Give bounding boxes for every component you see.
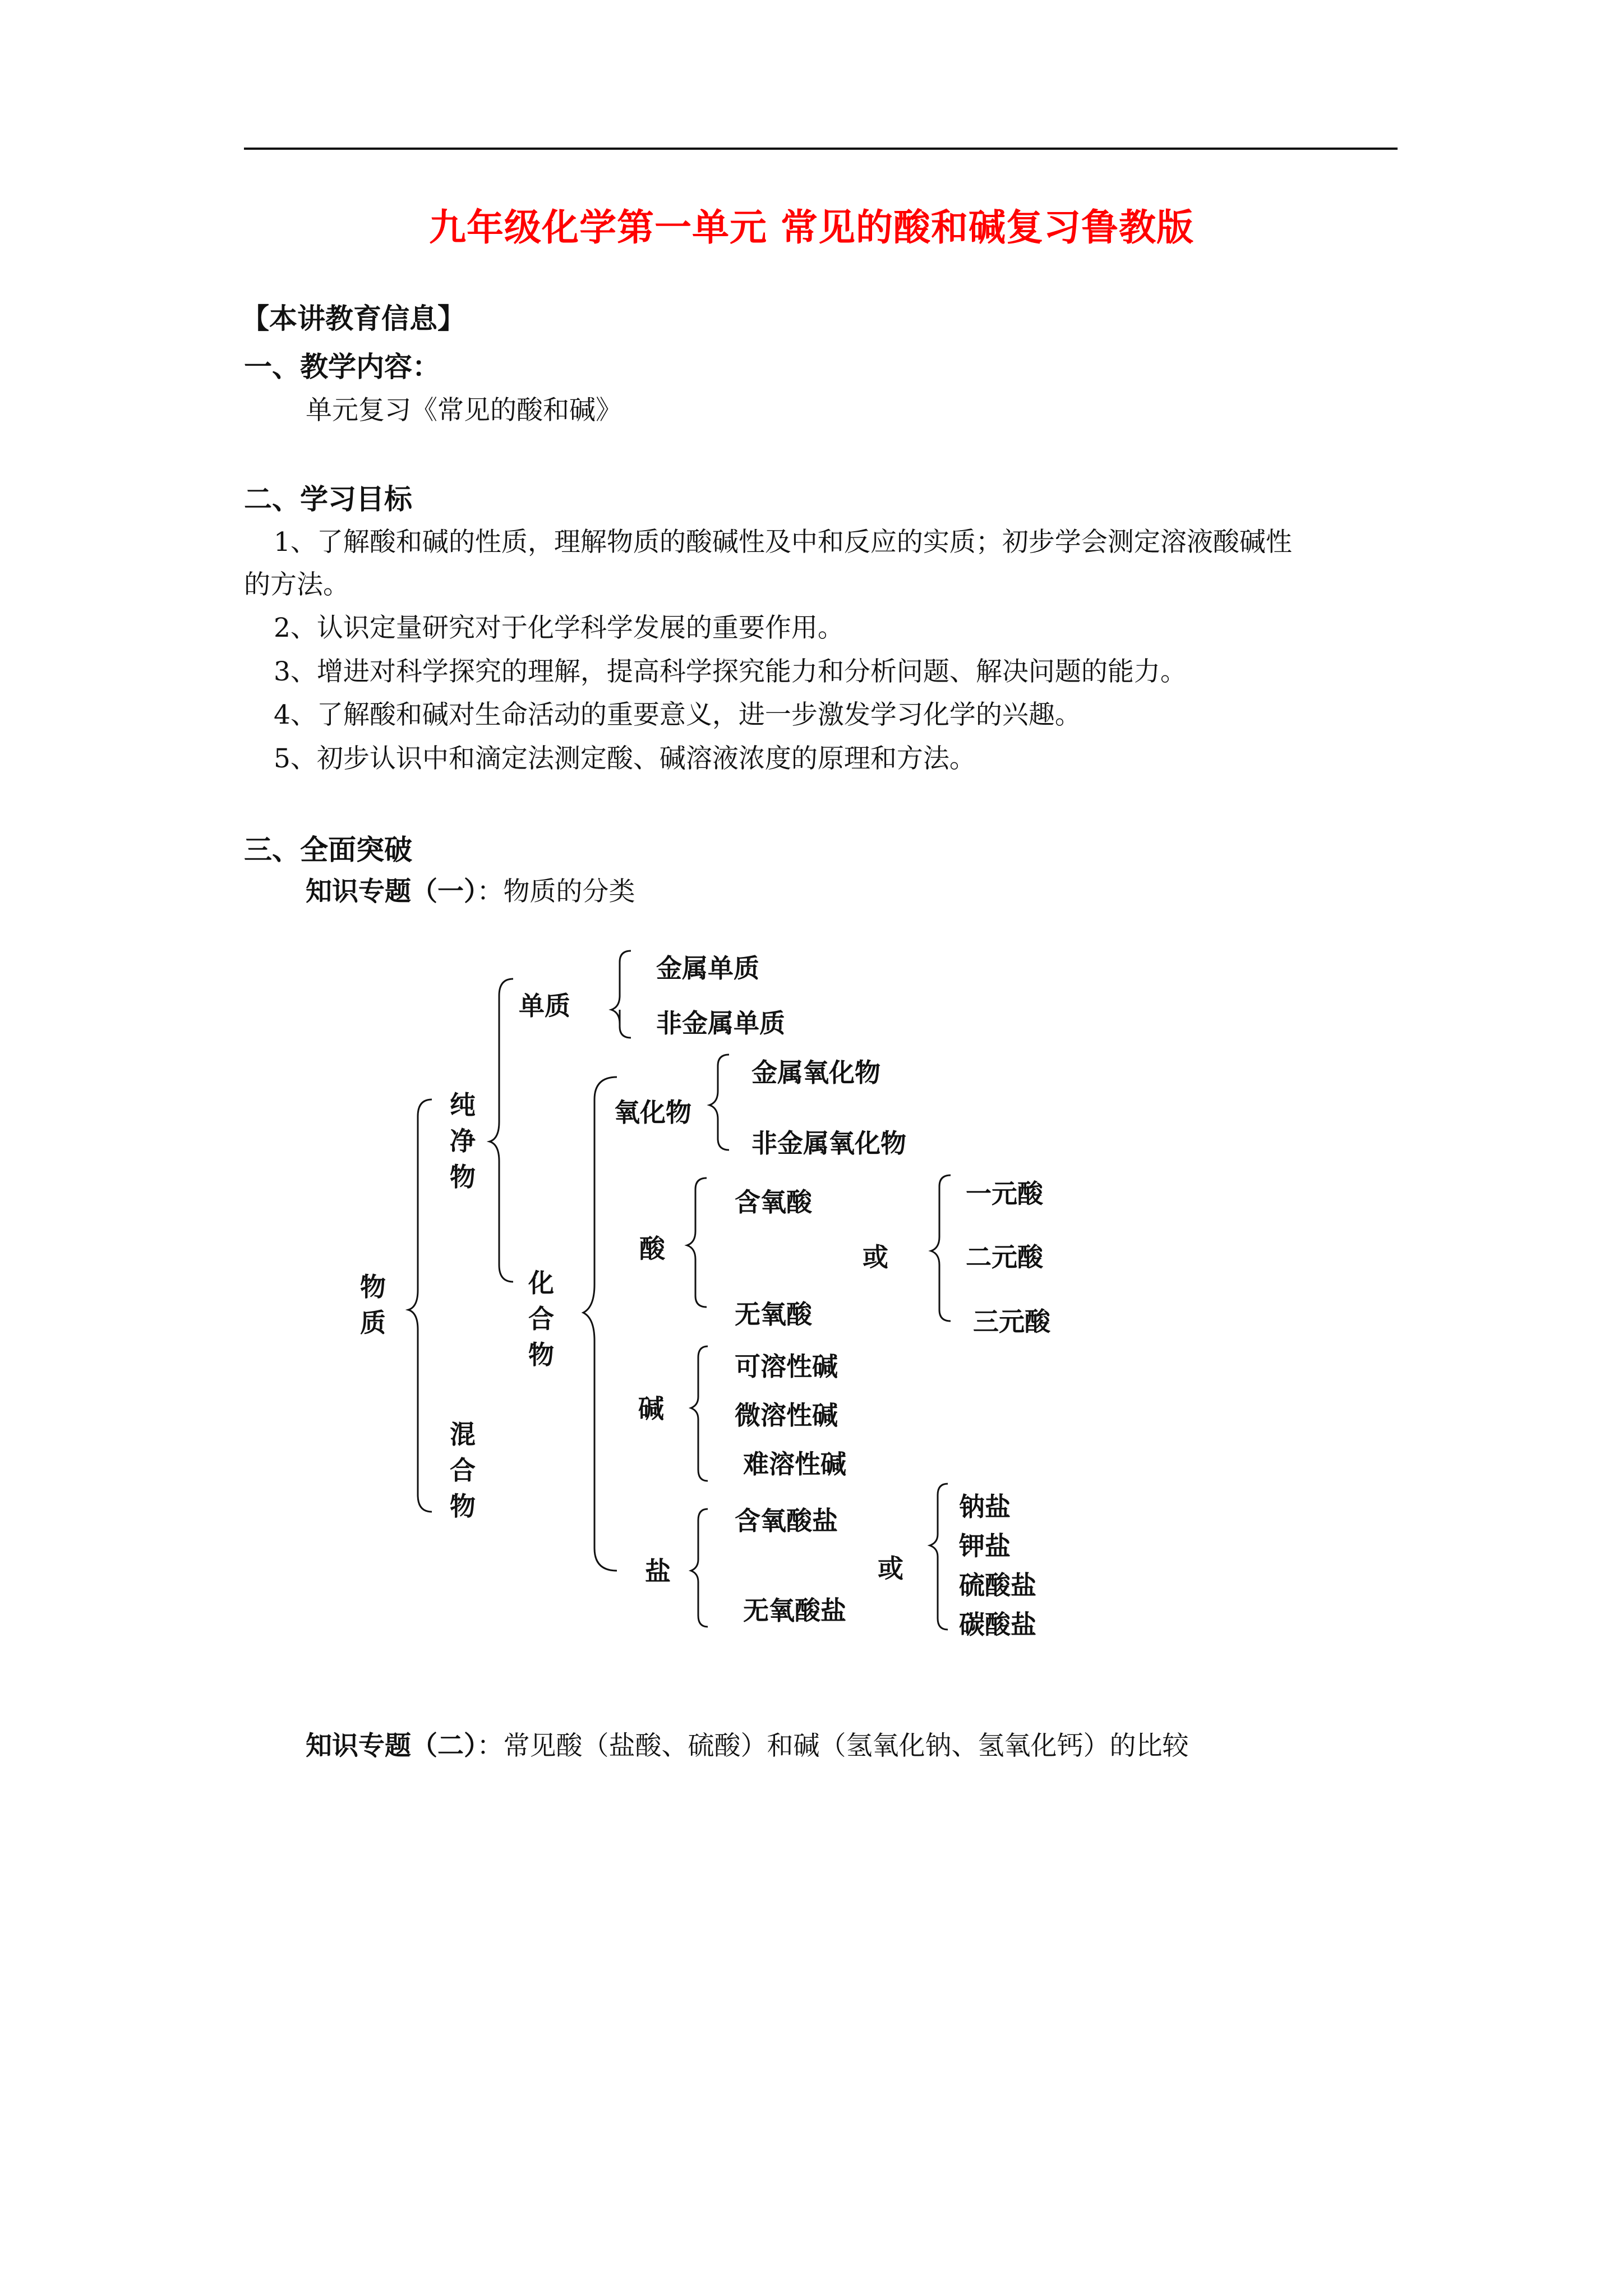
tree-nonmetal-oxide: 非金属氧化物 [751,1128,906,1158]
tree-oxide: 氧化物 [614,1097,691,1128]
tree-insoluble-base: 难溶性碱 [743,1449,846,1479]
tree-metal-oxide: 金属氧化物 [751,1057,880,1088]
tree-salt: 盐 [645,1556,671,1586]
goal-3: 3、增进对科学探究的理解，提高科学探究能力和分析问题、解决问题的能力。 [274,656,1187,687]
tree-acid: 酸 [639,1234,665,1264]
topic2-label: 知识专题（二） [306,1731,477,1761]
section1-heading: 一、教学内容： [244,350,440,383]
section1-content: 单元复习《常见的酸和碱》 [306,395,622,426]
tree-mixture: 混合物 [450,1419,476,1521]
tree-nonmetal-element: 非金属单质 [656,1008,785,1038]
tree-base: 碱 [638,1393,664,1424]
tree-or-acid: 或 [863,1242,888,1272]
tree-compound: 化合物 [528,1268,554,1370]
tree-monoacid: 一元酸 [966,1179,1043,1209]
tree-metal-element: 金属单质 [656,953,759,983]
tree-oxyacid: 含氧酸 [735,1187,812,1217]
tree-element: 单质 [519,991,570,1021]
section2-heading: 二、学习目标 [244,482,412,516]
tree-soluble-base: 可溶性碱 [735,1351,838,1382]
topic2-heading [306,1725,1189,1763]
tree-carbonate: 碳酸盐 [959,1609,1036,1640]
goal-4: 4、了解酸和碱对生命活动的重要意义，进一步激发学习化学的兴趣。 [274,700,1081,730]
topic1-text: ：物质的分类 [477,876,635,907]
tree-slightly-soluble-base: 微溶性碱 [735,1400,838,1430]
goal-2: 2、认识定量研究对于化学科学发展的重要作用。 [274,613,844,643]
tree-anoxyacid: 无氧酸 [735,1299,812,1329]
tree-anoxysalt: 无氧酸盐 [743,1595,846,1626]
tree-triacid: 三元酸 [973,1306,1050,1337]
info-heading: 【本讲教育信息】 [241,302,465,335]
topic2-text: ：常见酸（盐酸、硫酸）和碱（氢氧化钠、氢氧化钙）的比较 [477,1731,1189,1761]
tree-sulfate: 硫酸盐 [959,1570,1036,1600]
tree-or-salt: 或 [878,1553,903,1584]
goal-1-line2: 的方法。 [244,569,349,600]
section3-heading: 三、全面突破 [244,833,412,866]
goal-5: 5、初步认识中和滴定法测定酸、碱溶液浓度的原理和方法。 [274,743,976,774]
tree-oxysalt: 含氧酸盐 [735,1506,838,1536]
goal-1-line1: 1、了解酸和碱的性质，理解物质的酸碱性及中和反应的实质；初步学会测定溶液酸碱性 [274,527,1292,558]
tree-sodium-salt: 钠盐 [959,1492,1011,1522]
topic1-label: 知识专题（一） [306,876,477,907]
tree-diacid: 二元酸 [966,1242,1043,1272]
tree-potassium-salt: 钾盐 [959,1531,1011,1561]
tree-root-matter: 物质 [360,1272,386,1338]
page-title: 九年级化学第一单元 常见的酸和碱复习鲁教版 [429,205,1194,249]
tree-pure-substance: 纯净物 [450,1090,476,1192]
